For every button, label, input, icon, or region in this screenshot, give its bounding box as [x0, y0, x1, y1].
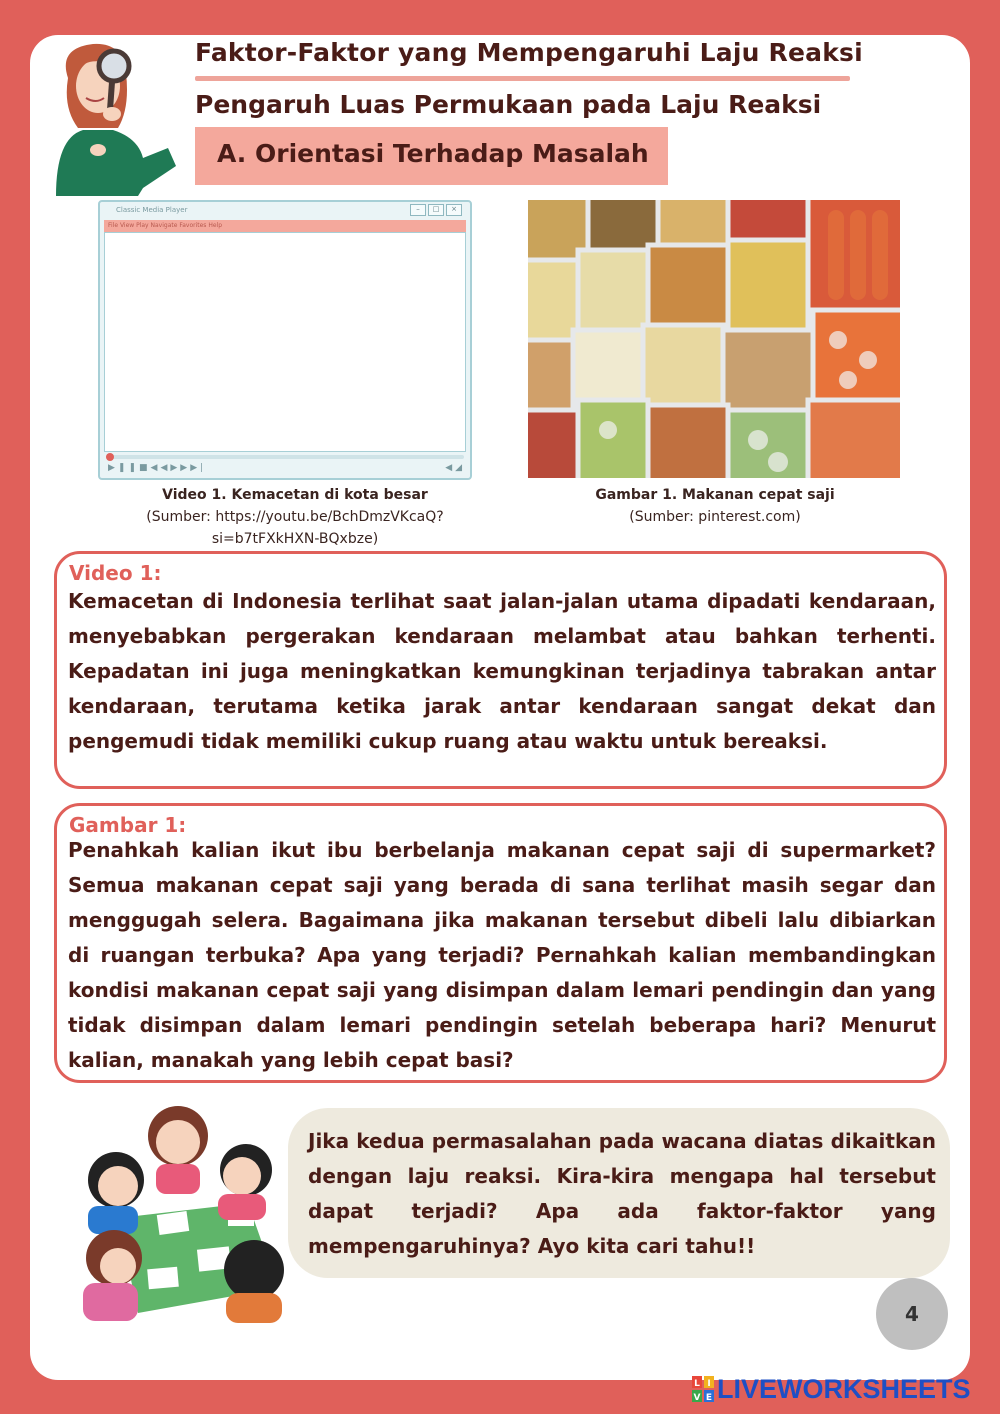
girl-magnifier-illustration	[38, 38, 178, 196]
group-discussion-illustration	[78, 1098, 290, 1324]
page-subtitle: Pengaruh Luas Permukaan pada Laju Reaksi	[195, 90, 822, 119]
liveworksheets-logo	[692, 1374, 971, 1405]
pause-icon[interactable]: ❚❚	[117, 463, 140, 473]
reflection-question-text: Jika kedua permasalahan pada wacana diatas dikaitkan dengan laju reaksi. Kira-kira mengapa hal tersebut dapat terjadi? Apa ada faktor-faktor yang mempengaruhinya? Ayo kita cari tahu!!	[308, 1129, 936, 1258]
image-description-box	[54, 803, 947, 1083]
fast-food-photo	[528, 200, 900, 478]
logo-letter-1: L	[694, 1379, 700, 1389]
close-icon[interactable]: ×	[446, 204, 462, 216]
video-screen[interactable]	[104, 232, 466, 452]
playback-controls[interactable]	[108, 463, 206, 473]
seek-bar[interactable]	[106, 455, 464, 459]
title-underline	[195, 76, 850, 81]
video-source-line2: si=b7tFXkHXN-BQxbze)	[211, 531, 379, 547]
seek-knob[interactable]	[106, 453, 114, 461]
page-title: Faktor-Faktor yang Mempengaruhi Laju Reaksi	[195, 38, 863, 67]
logo-letter-4: E	[705, 1393, 713, 1402]
video-box-text: Kemacetan di Indonesia terlihat saat jalan-jalan utama dipadati kendaraan, menyebabkan pergerakan kendaraan melambat atau bahkan terhenti. Kepadatan ini juga meningkatkan kemungkinan terjadinya tabrakan antar kendaraan, terutama ketika jarak antar kendaraan sangat dekat dan pengemudi tidak memiliki cukup ruang atau waktu untuk bereaksi.	[68, 589, 936, 753]
video-description-box	[54, 551, 947, 789]
section-heading-box	[195, 127, 668, 185]
play-icon[interactable]: ▶	[108, 463, 118, 473]
image-box-text: Penahkah kalian ikut ibu berbelanja makanan cepat saji di supermarket? Semua makanan cepat saji yang berada di sana terlihat masih segar dan menggugah selera. Bagaimana jika makanan tersebut dibeli lalu dibiarkan di ruangan terbuka? Apa yang terjadi? Pernahkah kalian membandingkan kondisi makanan cepat saji yang disimpan dalam lemari pendingin dan yang tidak disimpan dalam lemari pendingin setelah beberapa hari? Menurut kalian, manakah yang lebih cepat basi?	[68, 838, 936, 1072]
image-caption	[560, 484, 870, 528]
volume-control[interactable]	[445, 463, 462, 473]
player-window-title: Classic Media Player	[116, 206, 188, 214]
player-menu-bar[interactable]: File View Play Navigate Favorites Help	[104, 220, 466, 232]
logo-letter-2: I	[707, 1379, 711, 1389]
logo-letter-3: V	[693, 1393, 701, 1402]
video-source-line1: (Sumber: https://youtu.be/BchDmzVKcaQ?	[146, 509, 444, 525]
media-player[interactable]	[98, 200, 472, 480]
image-source: (Sumber: pinterest.com)	[629, 509, 801, 525]
video-box-heading: Video 1:	[69, 561, 162, 585]
section-heading: A. Orientasi Terhadap Masalah	[217, 139, 649, 168]
video-caption	[100, 484, 490, 550]
player-window-buttons	[410, 204, 462, 216]
stop-icon[interactable]: ■	[139, 463, 151, 473]
reflection-question-box	[288, 1108, 950, 1278]
image-box-heading: Gambar 1:	[69, 813, 187, 837]
maximize-icon[interactable]: □	[428, 204, 444, 216]
next-icon[interactable]: ▶|	[190, 463, 207, 473]
image-caption-title: Gambar 1. Makanan cepat saji	[595, 487, 835, 503]
minimize-icon[interactable]: –	[410, 204, 426, 216]
video-caption-title: Video 1. Kemacetan di kota besar	[162, 487, 428, 503]
forward-icon[interactable]: ▶▶	[170, 463, 191, 473]
speaker-icon[interactable]: ◀	[445, 463, 453, 473]
volume-slider-icon[interactable]: ◢	[455, 463, 462, 473]
brand-name: LIVEWORKSHEETS	[717, 1374, 971, 1404]
page-number: 4	[876, 1278, 948, 1350]
rewind-icon[interactable]: ◀◀	[150, 463, 171, 473]
frozen-food-trays	[528, 200, 900, 478]
liveworksheets-logo-icon	[692, 1376, 714, 1402]
